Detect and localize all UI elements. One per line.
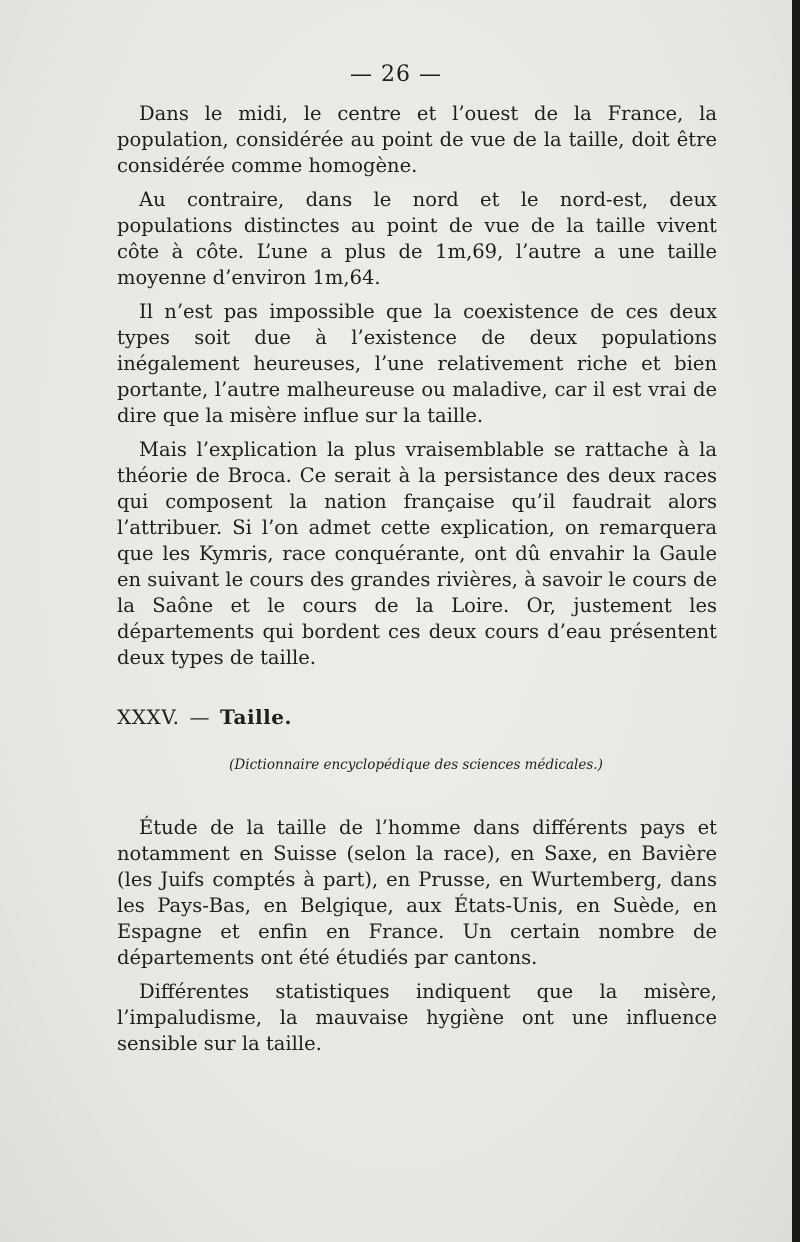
section-separator: — xyxy=(189,705,211,729)
page-edge-shadow xyxy=(792,0,800,1242)
section-title: Taille. xyxy=(220,705,292,729)
paragraph: Étude de la taille de l’homme dans différents pays et notamment en Suisse (selon la race), en Saxe, en Bavière (les Juifs comptés à part), en Prusse, en Wurtemberg, dans les Pays-Bas, en Belgique, aux États-Unis, en Suède, en Espagne et enfin en France. Un certain nombre de départements ont été étudiés par cantons. xyxy=(117,816,717,969)
body-text-top xyxy=(117,101,717,679)
section-number: XXXV. xyxy=(117,705,180,729)
page-number: — 26 — xyxy=(350,62,442,87)
paragraph: Au contraire, dans le nord et le nord-est, deux populations distinctes au point de vue de la taille vivent côte à côte. L’une a plus de 1m,69, l’autre a une taille moyenne d’environ 1m,64. xyxy=(117,188,717,289)
paragraph: Dans le midi, le centre et l’ouest de la France, la population, considérée au point de vue de la taille, doit être considérée comme homogène. xyxy=(117,102,717,177)
paragraph: Il n’est pas impossible que la coexistence de ces deux types soit due à l’existence de deux populations inégalement heureuses, l’une relativement riche et bien portante, l’autre malheureuse ou maladive, car il est vrai de dire que la misère influe sur la taille. xyxy=(117,300,717,427)
section-source: (Dictionnaire encyclopédique des sciences médicales.) xyxy=(229,757,603,773)
section-heading xyxy=(117,705,292,729)
paragraph: Différentes statistiques indiquent que la misère, l’impaludisme, la mauvaise hygiène ont une influence sensible sur la taille. xyxy=(117,980,717,1055)
paragraph: Mais l’explication la plus vraisemblable se rattache à la théorie de Broca. Ce serait à la persistance des deux races qui composent la nation française qu’il faudrait alors l’attribuer. Si l’on admet cette explication, on remarquera que les Kymris, race conquérante, ont dû envahir la Gaule en suivant le cours des grandes rivières, à savoir le cours de la Saône et le cours de la Loire. Or, justement les départements qui bordent ces deux cours d’eau présentent deux types de taille. xyxy=(117,438,717,669)
body-text-bottom xyxy=(117,815,717,1065)
